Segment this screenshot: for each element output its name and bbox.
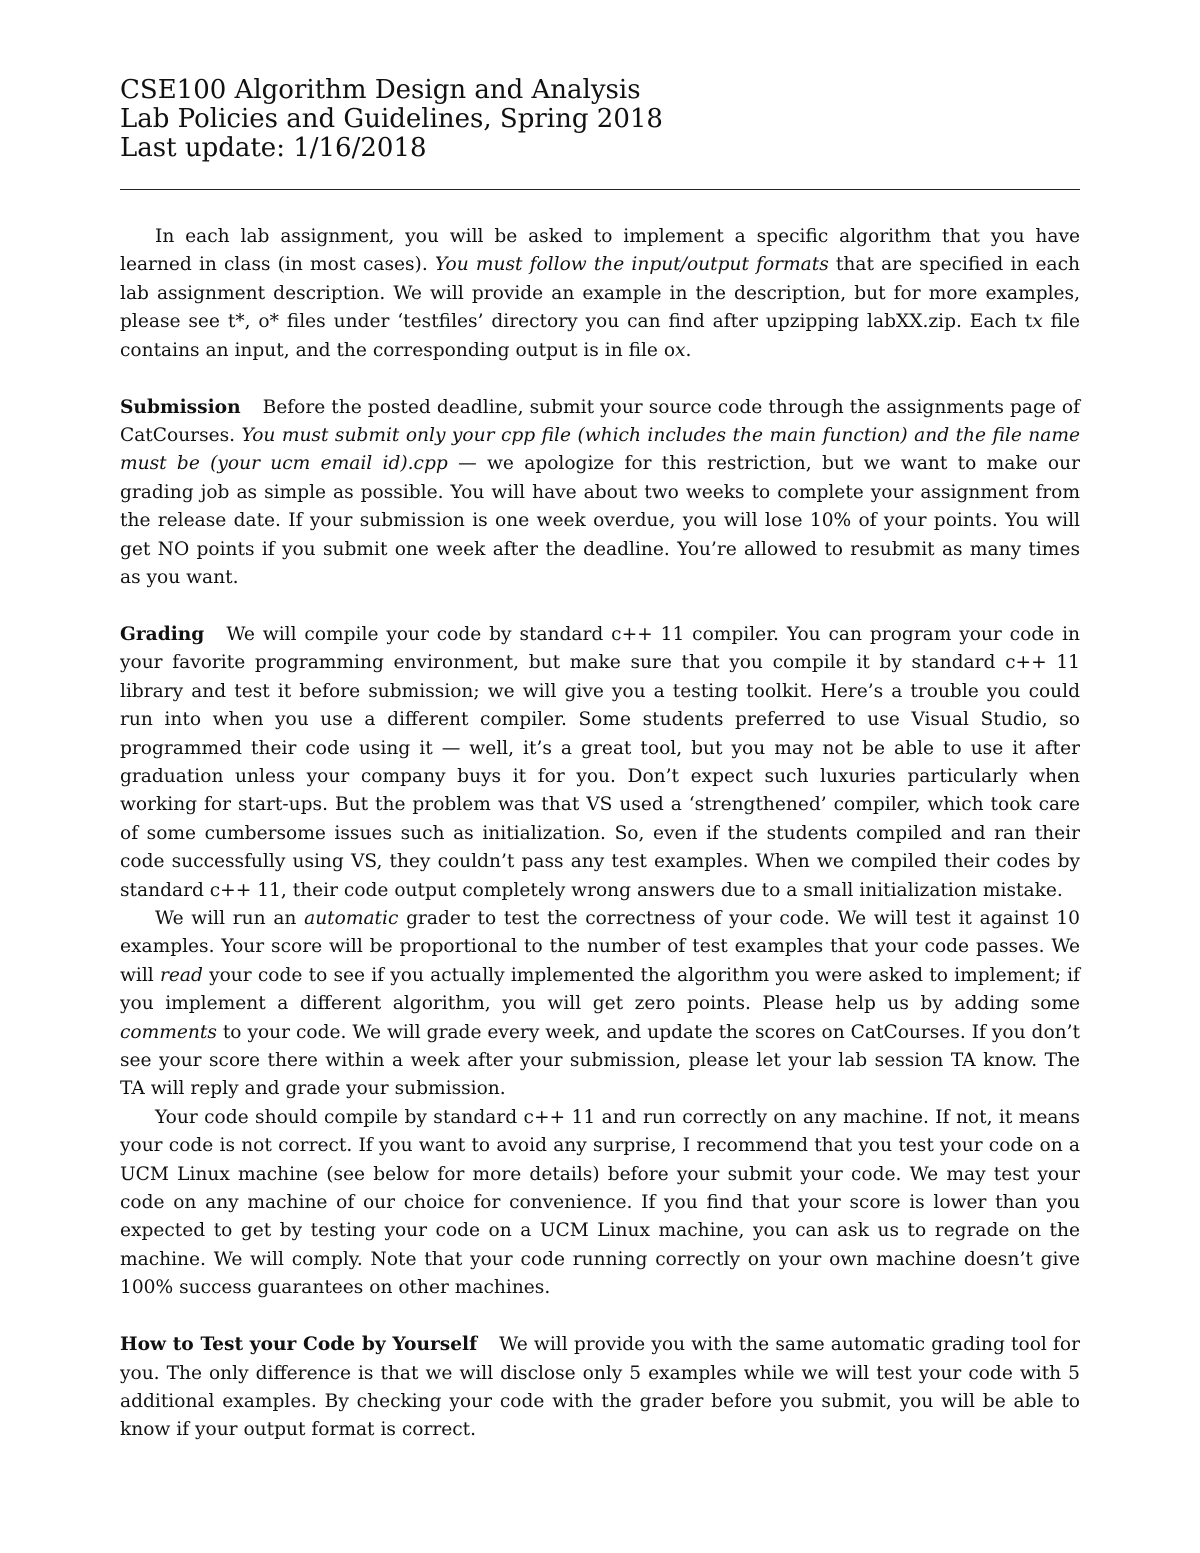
document-page — [120, 76, 1080, 1445]
grading-paragraph-2: We will run an automatic grader to test the correctness of your code. We will test it against 10 examples. Your score will be proportional to the number of test examples that your code passes. We will read your code to see if you actually implemented the algorithm you were asked to implement; if you implement a different algorithm, you will get zero points. Please help us by adding some comments to your code. We will grade every week, and update the scores on CatCourses. If you don’t see your score there within a week after your submission, please let your lab session TA know. The TA will reply and grade your submission. — [120, 907, 1081, 1100]
last-update: Last update: 1/16/2018 — [120, 133, 427, 163]
submission-section: Submission Before the posted deadline, submit your source code through the assignments page of CatCourses. You must submit only your cpp file (which includes the main function) and the file name must be (your ucm email id).cpp — we apologize for this restriction, but we want to make our grading job as simple as possible. You will have about two weeks to complete your assignment from the release date. If your submission is one week overdue, you will lose 10% of your points. You will get NO points if you submit one week after the deadline. You’re allowed to resubmit as many times as you want. — [120, 396, 1080, 588]
intro-paragraph: In each lab assignment, you will be asked to implement a specific algorithm that you have learned in class (in most cases). You must follow the input/output formats that are specified in each lab assignment description. We will provide an example in the description, but for more examples, please see t*, o* files under ‘testfiles’ directory you can find after upzipping labXX.zip. Each tx file contains an input, and the corresponding output is in file ox. — [120, 226, 1081, 361]
grading-section: Grading We will compile your code by standard c++ 11 compiler. You can program your code in your favorite programming environment, but make sure that you compile it by standard c++ 11 library and test it before submission; we will give you a testing toolkit. Here’s a trouble you could run into when you use a different compiler. Some students preferred to use Visual Studio, so programmed their code using it — well, it’s a great tool, but you may not be able to use it after graduation unless your company buys it for you. Don’t expect such luxuries particularly when working for start-ups. But the problem was that VS used a ‘strengthened’ compiler, which took care of some cumbersome issues such as initialization. So, even if the students compiled and ran their code successfully using VS, they couldn’t pass any test examples. When we compiled their codes by standard c++ 11, their code output completely wrong answers due to a small initialization mistake. — [120, 623, 1080, 901]
header-rule — [120, 189, 1080, 190]
howto-heading: How to Test your Code by Yourself — [120, 1334, 478, 1356]
course-title: CSE100 Algorithm Design and Analysis — [120, 75, 641, 105]
grading-heading: Grading — [120, 623, 205, 645]
submission-heading: Submission — [120, 396, 241, 418]
grading-paragraph-3: Your code should compile by standard c++ 11 and run correctly on any machine. If not, it means your code is not correct. If you want to avoid any surprise, I recommend that you test your code on a UCM Linux machine (see below for more details) before your submit your code. We may test your code on any machine of our choice for convenience. If you find that your score is lower than you expected to get by testing your code on a UCM Linux machine, you can ask us to regrade on the machine. We will comply. Note that your code running correctly on your own machine doesn’t give 100% success guarantees on other machines. — [120, 1106, 1080, 1299]
howto-section: How to Test your Code by Yourself We will provide you with the same automatic grading tool for you. The only difference is that we will disclose only 5 examples while we will test your code with 5 additional examples. By checking your code with the grader before you submit, you will be able to know if your output format is correct. — [120, 1334, 1080, 1441]
document-subtitle: Lab Policies and Guidelines, Spring 2018 — [120, 104, 663, 134]
